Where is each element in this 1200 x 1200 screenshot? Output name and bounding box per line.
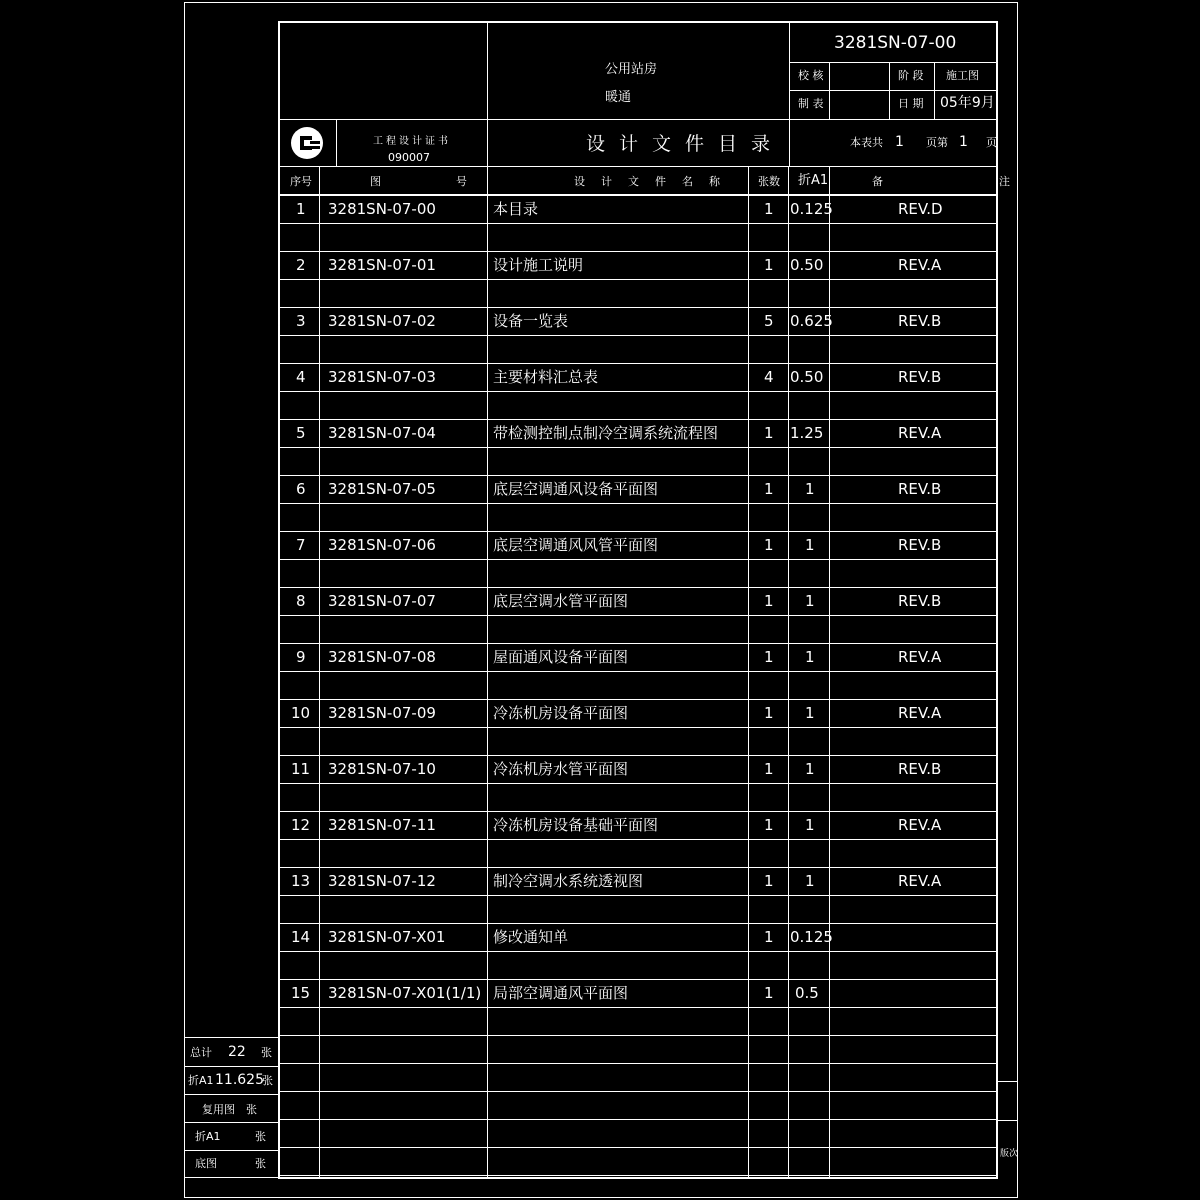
tb-line-header (278, 166, 997, 167)
row-seq: 7 (296, 536, 306, 554)
row-name: 冷冻机房设备平面图 (493, 704, 629, 722)
row-name: 屋面通风设备平面图 (493, 648, 629, 666)
table-row-line (278, 727, 997, 728)
page-info-3: 页 (986, 136, 997, 149)
row-drawing-no: 3281SN-07-02 (328, 312, 436, 330)
table-row-line (278, 615, 997, 616)
summary-line-1 (184, 1066, 278, 1067)
header-sheets: 张数 (758, 175, 780, 188)
summary-reuse-a1-label: 折A1 (195, 1130, 221, 1143)
row-name: 带检测控制点制冷空调系统流程图 (493, 424, 719, 442)
header-name: 设计文件名称 (574, 175, 736, 188)
row-sheets: 4 (764, 368, 774, 386)
row-sheets: 1 (764, 984, 774, 1002)
table-row-line (278, 671, 997, 672)
row-sheets: 1 (764, 872, 774, 890)
row-name: 修改通知单 (493, 928, 569, 946)
summary-line-2 (184, 1094, 278, 1095)
summary-a1-value: 11.625 (215, 1072, 264, 1088)
row-seq: 5 (296, 424, 306, 442)
inner-frame-top (278, 21, 998, 23)
cert-title: 工程设计证书 (373, 136, 451, 147)
row-name: 底层空调通风风管平面图 (493, 536, 659, 554)
summary-line-4 (184, 1150, 278, 1151)
summary-base-label: 底图 (195, 1157, 217, 1170)
table-row-line (278, 223, 997, 224)
table-row-line (278, 503, 997, 504)
row-revision: REV.D (898, 200, 943, 218)
table-row-line (278, 391, 997, 392)
row-seq: 2 (296, 256, 306, 274)
row-name: 冷冻机房设备基础平面图 (493, 816, 659, 834)
tb-div-stage-label-l (889, 62, 890, 119)
summary-a1-label: 折A1 (188, 1074, 214, 1087)
row-sheets: 1 (764, 480, 774, 498)
row-seq: 10 (291, 704, 311, 722)
row-name: 冷冻机房水管平面图 (493, 760, 629, 778)
row-a1: 1 (805, 704, 815, 722)
row-drawing-no: 3281SN-07-05 (328, 480, 436, 498)
summary-total-unit: 张 (261, 1046, 272, 1059)
row-revision: REV.B (898, 536, 942, 554)
row-seq: 8 (296, 592, 306, 610)
table-row-line (278, 783, 997, 784)
row-sheets: 1 (764, 928, 774, 946)
table-row-line (278, 475, 997, 476)
row-a1: 1 (805, 816, 815, 834)
row-revision: REV.A (898, 704, 942, 722)
row-seq: 6 (296, 480, 306, 498)
table-row-line (278, 895, 997, 896)
row-seq: 1 (296, 200, 306, 218)
date-label: 日 期 (898, 97, 924, 110)
row-revision: REV.A (898, 256, 942, 274)
company-logo-icon (290, 126, 324, 160)
row-sheets: 1 (764, 256, 774, 274)
table-row-line (278, 867, 997, 868)
row-sheets: 1 (764, 760, 774, 778)
row-a1: 1 (805, 760, 815, 778)
row-seq: 11 (291, 760, 311, 778)
tb-line-check (789, 90, 997, 91)
row-drawing-no: 3281SN-07-04 (328, 424, 436, 442)
row-name: 底层空调通风设备平面图 (493, 480, 659, 498)
row-name: 设备一览表 (493, 312, 569, 330)
header-seq: 序号 (290, 175, 312, 188)
cert-number: 090007 (388, 151, 430, 164)
table-row-line (278, 1063, 997, 1064)
row-revision: REV.B (898, 480, 942, 498)
row-a1: 1 (805, 536, 815, 554)
summary-line-5 (184, 1177, 278, 1178)
row-sheets: 1 (764, 816, 774, 834)
row-a1: 1 (805, 592, 815, 610)
row-drawing-no: 3281SN-07-X01(1/1) (328, 984, 482, 1002)
row-drawing-no: 3281SN-07-08 (328, 648, 436, 666)
table-row-line (278, 1175, 997, 1176)
row-a1: 1 (805, 648, 815, 666)
summary-base-unit: 张 (255, 1157, 266, 1170)
table-row-line (278, 363, 997, 364)
page-total: 1 (895, 134, 904, 150)
row-a1: 0.125 (790, 200, 833, 218)
row-seq: 3 (296, 312, 306, 330)
row-sheets: 1 (764, 200, 774, 218)
date-value: 05年9月 (940, 95, 995, 111)
row-drawing-no: 3281SN-07-06 (328, 536, 436, 554)
row-revision: REV.B (898, 592, 942, 610)
table-row-line (278, 531, 997, 532)
row-name: 本目录 (493, 200, 539, 218)
summary-a1-unit: 张 (262, 1074, 273, 1087)
row-drawing-no: 3281SN-07-01 (328, 256, 436, 274)
summary-reuse-a1-unit: 张 (255, 1130, 266, 1143)
row-name: 制冷空调水系统透视图 (493, 872, 644, 890)
row-seq: 15 (291, 984, 311, 1002)
header-a1: 折A1 (798, 173, 829, 188)
row-revision: REV.B (898, 368, 942, 386)
row-drawing-no: 3281SN-07-12 (328, 872, 436, 890)
tb-div-cert (336, 119, 337, 166)
row-drawing-no: 3281SN-07-00 (328, 200, 436, 218)
header-no-1: 图 (370, 175, 381, 188)
table-row-line (278, 251, 997, 252)
table-row-line (278, 307, 997, 308)
row-a1: 0.50 (790, 368, 824, 386)
table-row-line (278, 979, 997, 980)
row-a1: 0.125 (790, 928, 833, 946)
table-row-line (278, 447, 997, 448)
outer-frame-left (184, 2, 185, 1198)
row-name: 底层空调水管平面图 (493, 592, 629, 610)
table-row-line (278, 1091, 997, 1092)
row-drawing-no: 3281SN-07-10 (328, 760, 436, 778)
table-row-line (278, 1147, 997, 1148)
table-row-line (278, 1119, 997, 1120)
side-line-1 (997, 1081, 1017, 1082)
row-drawing-no: 3281SN-07-07 (328, 592, 436, 610)
row-a1: 1 (805, 480, 815, 498)
table-row-line (278, 951, 997, 952)
drawing-number: 3281SN-07-00 (834, 33, 957, 53)
summary-top (184, 1037, 278, 1038)
tb-div-check-label (829, 62, 830, 119)
page-current: 1 (959, 134, 968, 150)
row-a1: 0.625 (790, 312, 833, 330)
row-revision: REV.A (898, 816, 942, 834)
row-name: 局部空调通风平面图 (493, 984, 629, 1002)
table-row-line (278, 1035, 997, 1036)
row-revision: REV.A (898, 424, 942, 442)
row-a1: 0.5 (795, 984, 819, 1002)
row-name: 主要材料汇总表 (493, 368, 599, 386)
row-seq: 4 (296, 368, 306, 386)
table-row-line (278, 699, 997, 700)
table-row-line (278, 419, 997, 420)
summary-total-label: 总计 (190, 1046, 212, 1059)
row-revision: REV.A (898, 872, 942, 890)
row-sheets: 1 (764, 704, 774, 722)
row-a1: 1.25 (790, 424, 824, 442)
row-drawing-no: 3281SN-07-09 (328, 704, 436, 722)
row-revision: REV.B (898, 312, 942, 330)
row-revision: REV.B (898, 760, 942, 778)
row-drawing-no: 3281SN-07-03 (328, 368, 436, 386)
outer-frame-right (1017, 2, 1018, 1198)
side-line-2 (997, 1120, 1017, 1121)
row-seq: 9 (296, 648, 306, 666)
row-revision: REV.A (898, 648, 942, 666)
table-row-line (278, 755, 997, 756)
side-note: 版次 (1000, 1149, 1019, 1159)
row-sheets: 1 (764, 592, 774, 610)
header-remark-1: 备 (872, 175, 883, 188)
row-sheets: 1 (764, 648, 774, 666)
outer-frame-bottom (184, 1197, 1018, 1198)
stage-value: 施工图 (946, 69, 979, 82)
table-row-line (278, 643, 997, 644)
table-row-line (278, 839, 997, 840)
draw-label: 制 表 (798, 97, 824, 110)
summary-line-3 (184, 1122, 278, 1123)
row-seq: 13 (291, 872, 311, 890)
page-info-2: 页第 (926, 136, 948, 149)
tb-line-main (278, 119, 997, 120)
row-sheets: 5 (764, 312, 774, 330)
row-a1: 1 (805, 872, 815, 890)
table-row-line (278, 335, 997, 336)
row-sheets: 1 (764, 536, 774, 554)
row-seq: 12 (291, 816, 311, 834)
row-drawing-no: 3281SN-07-11 (328, 816, 436, 834)
header-remark-2: 注 (999, 175, 1010, 188)
table-row-line (278, 1007, 997, 1008)
project-name: 公用站房 (605, 62, 658, 77)
row-a1: 0.50 (790, 256, 824, 274)
table-row-line (278, 923, 997, 924)
table-row-line (278, 559, 997, 560)
table-row-line (278, 279, 997, 280)
tb-div-stage-label-r (934, 62, 935, 119)
doc-title: 设计文件目录 (586, 133, 785, 155)
tb-divider-2 (789, 22, 790, 166)
summary-reuse-unit: 张 (246, 1103, 257, 1116)
row-name: 设计施工说明 (493, 256, 584, 274)
header-no-2: 号 (456, 175, 467, 188)
inner-frame-bottom (278, 1177, 998, 1179)
stage-label: 阶 段 (898, 69, 924, 82)
table-row-line (278, 811, 997, 812)
row-seq: 14 (291, 928, 311, 946)
row-drawing-no: 3281SN-07-X01 (328, 928, 446, 946)
summary-reuse-label: 复用图 (202, 1103, 235, 1116)
table-row-line (278, 587, 997, 588)
summary-total-value: 22 (228, 1044, 246, 1060)
tb-line-drawno (789, 62, 997, 63)
discipline-name: 暖通 (605, 90, 632, 105)
check-label: 校 核 (798, 69, 824, 82)
outer-frame-top (184, 2, 1018, 3)
page-info-1: 本表共 (850, 136, 883, 149)
row-sheets: 1 (764, 424, 774, 442)
tb-line-header-bottom (278, 194, 998, 196)
